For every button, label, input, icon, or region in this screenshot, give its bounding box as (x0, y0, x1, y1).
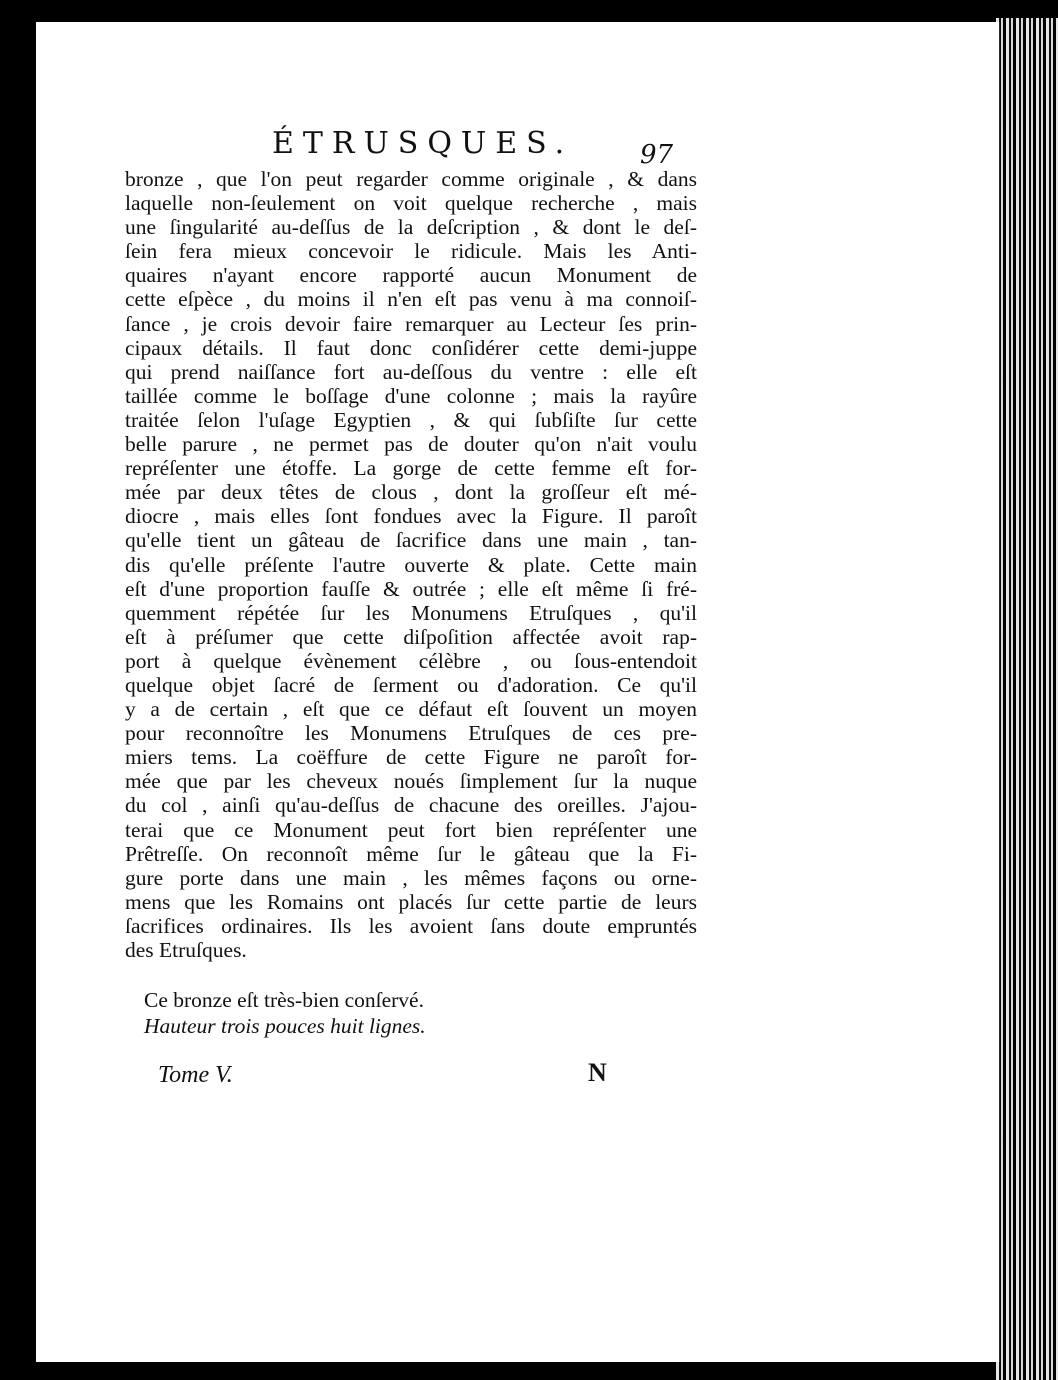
text-line: taillée comme le boſſage d'une colonne ; mais la rayûre (125, 383, 697, 408)
gathering-signature: N (588, 1058, 607, 1087)
text-line: miers tems. La coëffure de cette Figure ne paroît for- (125, 745, 697, 770)
text-line: gure porte dans une main , les mêmes façons ou orne- (125, 865, 697, 890)
height-note: Hauteur trois pouces huit lignes. (144, 1014, 426, 1038)
body-text (125, 167, 697, 962)
text-line: diocre , mais elles ſont fondues avec la Figure. Il paroît (125, 504, 697, 529)
text-line: quemment répétée ſur les Monumens Etruſques , qu'il (125, 600, 697, 625)
page-number: 97 (640, 140, 674, 170)
text-line: ſein fera mieux concevoir le ridicule. Mais les Anti- (125, 239, 697, 264)
text-line: cipaux détails. Il faut donc conſidérer cette demi-juppe (125, 335, 697, 360)
text-line: ſance , je crois devoir faire remarquer au Lecteur ſes prin- (125, 311, 697, 336)
text-line: Prêtreſſe. On reconnoît même ſur le gâteau que la Fi- (125, 841, 697, 866)
text-line: dis qu'elle préſente l'autre ouverte & plate. Cette main (125, 552, 697, 577)
text-line: y a de certain , eſt que ce défaut eſt ſouvent un moyen (125, 697, 697, 722)
text-line: qu'elle tient un gâteau de ſacrifice dans une main , tan- (125, 528, 697, 553)
text-line: une ſingularité au-deſſus de la deſcription , & dont le deſ- (125, 215, 697, 240)
text-line: belle parure , ne permet pas de douter qu'on n'ait voulu (125, 432, 697, 457)
text-line: laquelle non-ſeulement on voit quelque recherche , mais (125, 191, 697, 216)
text-line: eſt d'une proportion fauſſe & outrée ; elle eſt même ſi fré- (125, 576, 697, 601)
text-line: port à quelque évènement célèbre , ou ſous-entendoit (125, 648, 697, 673)
conservation-note: Ce bronze eſt très-bien conſervé. (144, 988, 424, 1012)
text-line: ſacrifices ordinaires. Ils les avoient ſans doute empruntés (125, 913, 697, 938)
text-line: repréſenter une étoffe. La gorge de cette femme eſt for- (125, 456, 697, 481)
text-line: bronze , que l'on peut regarder comme originale , & dans (125, 167, 697, 191)
text-line: quaires n'ayant encore rapporté aucun Monument de (125, 263, 697, 288)
text-line: mée que par les cheveux noués ſimplement ſur la nuque (125, 769, 697, 794)
text-line: qui prend naiſſance fort au-deſſous du ventre : elle eſt (125, 359, 697, 384)
text-line: pour reconnoître les Monumens Etruſques de ces pre- (125, 721, 697, 746)
page-edge (996, 18, 1058, 1380)
running-head: ÉTRUSQUES. (272, 126, 574, 161)
text-line: quelque objet ſacré de ſerment ou d'adoration. Ce qu'il (125, 672, 697, 697)
text-line: du col , ainſi qu'au-deſſus de chacune des oreilles. J'ajou- (125, 793, 697, 818)
text-line: cette eſpèce , du moins il n'en eſt pas venu à ma connoiſ- (125, 287, 697, 312)
text-line: mée par deux têtes de clous , dont la groſſeur eſt mé- (125, 480, 697, 505)
volume-signature: Tome V. (158, 1062, 233, 1088)
text-line: mens que les Romains ont placés ſur cette partie de leurs (125, 889, 697, 914)
text-line: terai que ce Monument peut fort bien repréſenter une (125, 817, 697, 842)
text-line: des Etruſques. (125, 938, 247, 962)
text-line: eſt à préſumer que cette diſpoſition affectée avoit rap- (125, 624, 697, 649)
text-line: traitée ſelon l'uſage Egyptien , & qui ſubſiſte ſur cette (125, 407, 697, 432)
